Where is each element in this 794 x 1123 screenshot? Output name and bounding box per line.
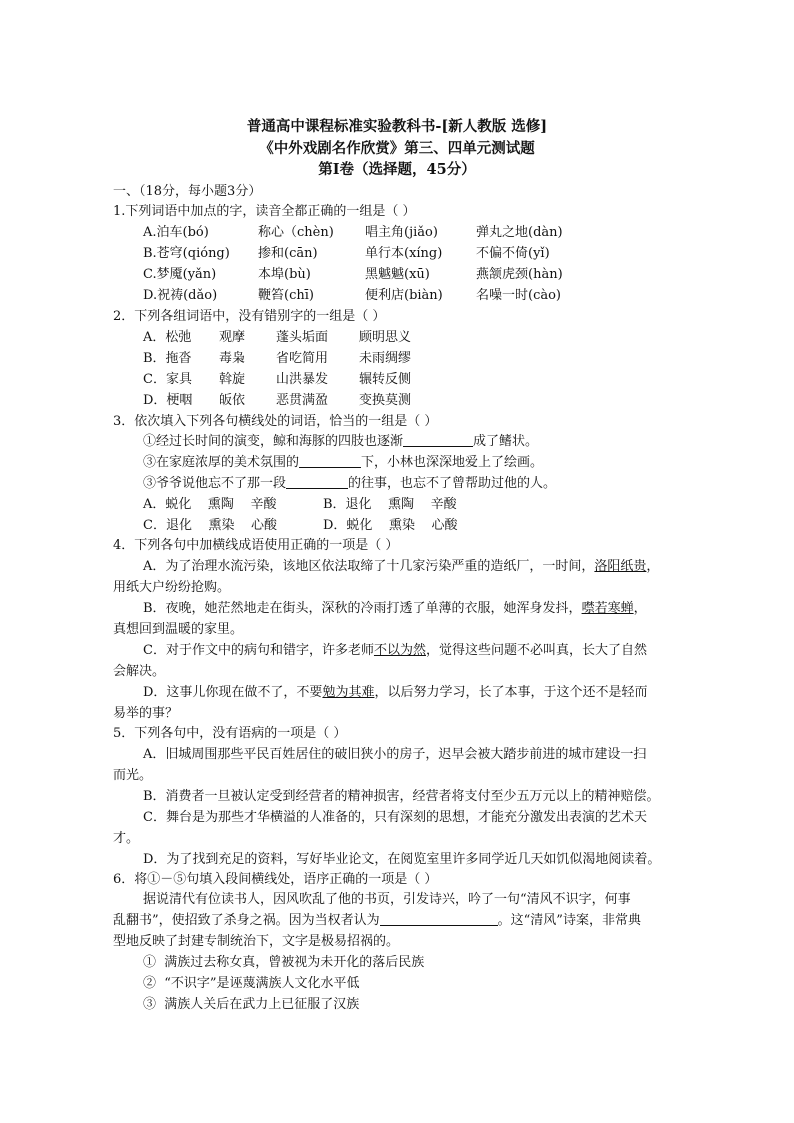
q3-option-a: A．蜕化 熏陶 辛酸 [143, 497, 277, 512]
q1-b-4: 不偏不倚(yǐ) [476, 246, 550, 261]
q2-a-1: A．松弛 [143, 330, 192, 345]
q5-option-a: A．旧城周围那些平民百姓居住的破旧狭小的房子，迟早会被大踏步前进的城市建设一扫 [143, 747, 647, 762]
q2-c-1: C．家具 [143, 372, 192, 387]
q6-item-2: ② “不识字”是诬蔑满族人文化水平低 [143, 976, 360, 991]
fill-blank [286, 474, 348, 489]
q1-c-2: 本埠(bù) [258, 267, 311, 282]
q2-b-2: 毒枭 [219, 351, 246, 366]
q6-stem: 6．将①－⑤句填入段间横线处，语序正确的一项是（ ） [113, 872, 438, 887]
q1-d-1: D.祝祷(dǎo) [143, 288, 218, 303]
q1-b-1: B.苍穹(qióng) [143, 246, 230, 261]
q4-option-d: D．这事儿你现在做不了，不要勉为其难，以后努力学习，长了本事，于这个还不是轻而 [143, 685, 648, 700]
q2-b-1: B．拖沓 [143, 351, 192, 366]
q2-c-2: 斡旋 [219, 372, 246, 387]
q4-option-c: C．对于作文中的病句和错字，许多老师不以为然，觉得这些问题不必叫真，长大了自然 [143, 643, 647, 658]
underlined-idiom: 不以为然 [373, 643, 426, 658]
q4-option-a-cont: 用纸大户纷纷抢购。 [113, 580, 231, 595]
q4-option-b: B．夜晚，她茫然地走在街头，深秋的冷雨打透了单薄的衣服，她浑身发抖，噤若寒蝉， [143, 601, 647, 616]
header-line-3: 第Ⅰ卷（选择题，45分） [318, 161, 476, 178]
q4-option-a: A．为了治理水流污染，该地区依法取缔了十几家污染严重的造纸厂，一时间，洛阳纸贵， [143, 559, 660, 574]
q5-option-c: C．舞台是为那些才华横溢的人准备的，只有深刻的思想，才能充分激发出表演的艺术天 [143, 810, 647, 825]
q5-option-a-cont: 而光。 [113, 768, 153, 783]
underlined-idiom: 洛阳纸贵 [594, 559, 647, 574]
q2-b-4: 未雨绸缪 [359, 351, 412, 366]
q2-a-4: 顾明思义 [359, 330, 412, 345]
q4-option-b-cont: 真想回到温暖的家里。 [113, 622, 244, 637]
q5-option-b: B．消费者一旦被认定受到经营者的精神损害，经营者将支付至少五万元以上的精神赔偿。 [143, 789, 660, 804]
q6-passage-line-3: 型地反映了封建专制统治下，文字是极易招祸的。 [113, 934, 400, 949]
q6-passage-line-2: 乱翻书”，使招致了杀身之祸。因为当权者认为 。这“清风”诗案，非常典 [113, 913, 641, 928]
q2-stem: 2．下列各组词语中，没有错别字的一组是（ ） [113, 309, 386, 324]
q1-a-4: 弹丸之地(dàn) [476, 225, 563, 240]
q1-a-3: 唱主角(jiǎo) [365, 225, 438, 240]
underlined-idiom: 噤若寒蝉 [581, 601, 634, 616]
q5-option-c-cont: 才。 [113, 831, 140, 846]
q1-c-4: 燕颔虎颈(hàn) [476, 267, 563, 282]
q3-sentence-2: ③在家庭浓厚的美术氛围的 下，小林也深深地爱上了绘画。 [143, 455, 544, 470]
q2-a-2: 观摩 [219, 330, 246, 345]
header-line-1: 普通高中课程标准实验教科书-[新人教版 选修] [246, 118, 548, 135]
underlined-idiom: 勉为其难 [322, 685, 375, 700]
q2-d-2: 皈依 [219, 393, 246, 408]
q6-passage-line-1: 据说清代有位读书人，因风吹乱了他的书页，引发诗兴，吟了一句“清风不识字，何事 [143, 892, 631, 907]
q1-d-2: 鞭笞(chī) [258, 288, 314, 303]
section-heading: 一、（18分，每小题3分） [113, 184, 262, 199]
q4-option-c-cont: 会解决。 [113, 664, 166, 679]
q3-option-c: C．退化 熏染 心酸 [143, 518, 278, 533]
q1-a-1: A.泊车(bó) [143, 225, 209, 240]
q1-d-3: 便利店(biàn) [365, 288, 443, 303]
fill-blank [299, 453, 361, 468]
q1-stem: 1.下列词语中加点的字，读音全都正确的一组是（ ） [113, 204, 416, 219]
q3-stem: 3．依次填入下列各句横线处的词语，恰当的一组是（ ） [113, 414, 438, 429]
q2-a-3: 蓬头垢面 [276, 330, 329, 345]
header-line-2: 《中外戏剧名作欣赏》第三、四单元测试题 [259, 140, 535, 157]
q2-c-4: 辗转反侧 [359, 372, 412, 387]
q5-stem: 5．下列各句中，没有语病的一项是（ ） [113, 726, 347, 741]
q3-option-d: D．蜕化 熏染 心酸 [323, 518, 458, 533]
fill-blank [403, 432, 473, 447]
q6-item-3: ③ 满族人关后在武力上已征服了汉族 [143, 997, 360, 1012]
q2-c-3: 山洪暴发 [276, 372, 329, 387]
q2-d-1: D．梗咽 [143, 393, 193, 408]
q2-b-3: 省吃简用 [276, 351, 329, 366]
q3-sentence-1: ①经过长时间的演变，鲸和海豚的四肢也逐渐 成了鳍状。 [143, 434, 539, 449]
q1-a-2: 称心（chèn) [258, 225, 334, 240]
q6-item-1: ① 满族过去称女真，曾被视为未开化的落后民族 [143, 955, 425, 970]
q1-b-3: 单行本(xíng) [365, 246, 443, 261]
q1-d-4: 名噪一时(cào) [476, 288, 562, 303]
q1-c-1: C.梦魇(yǎn) [143, 267, 217, 282]
q3-option-b: B．退化 熏陶 辛酸 [323, 497, 457, 512]
fill-blank [380, 911, 498, 926]
q3-sentence-3: ③爷爷说他忘不了那一段 的往事，也忘不了曾帮助过他的人。 [143, 476, 557, 491]
q4-option-d-cont: 易举的事？ [113, 706, 179, 721]
q2-d-3: 恶贯满盈 [276, 393, 329, 408]
q4-stem: 4．下列各句中加横线成语使用正确的一项是（ ） [113, 538, 399, 553]
q5-option-d: D．为了找到充足的资料，写好毕业论文，在阅览室里许多同学近几天如饥似渴地阅读着。 [143, 852, 661, 867]
q2-d-4: 变换莫测 [359, 393, 412, 408]
q1-c-3: 黑魆魆(xū) [365, 267, 430, 282]
q1-b-2: 掺和(cān) [258, 246, 318, 261]
